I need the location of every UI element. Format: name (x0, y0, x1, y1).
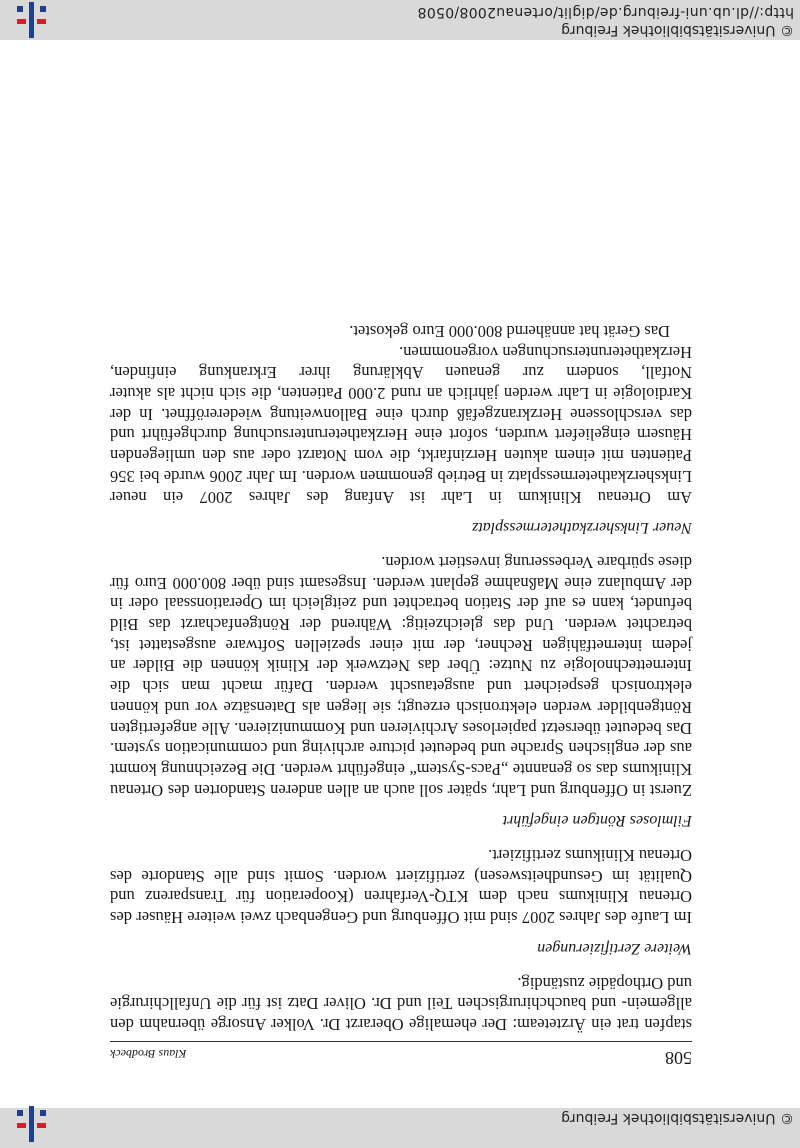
page-number: 508 (665, 1048, 692, 1068)
ub-freiburg-logo-icon (12, 2, 48, 38)
ub-freiburg-logo-icon (12, 1106, 48, 1142)
section-heading: Neuer Linksherzkathetermessplatz (472, 519, 692, 537)
running-head: Klaus Brodbeck (110, 1047, 187, 1061)
document-url[interactable]: http://dl.ub.uni-freiburg.de/diglit/ortenau2008/0508 (417, 4, 794, 20)
paragraph: Am Ortenau Klinikum in Lahr ist Anfang des Jahres 2007 ein neuer Linksherzkathetermessplatz in Betrieb genommen worden. Im Jahr 2006 wurde bei 356 Patienten mit einem akuten Herzinfarkt, die vom Notarzt oder aus den umliegenden Häusern eingeliefert wurden, sofort eine Herzkatheteruntersuchung durchgeführt und das verschlossene Herzkranzgefäß durch eine Ballonweitung wiedereröffnet. In der Kardiologie in Lahr werden jährlich an rund 2.000 Patienten, die sich nicht als akuter Notfall, sondern zur genauen Abklärung ihrer Erkrankung einfinden, Herzkatheteruntersuchungen vorgenommen. (110, 342, 692, 507)
section-heading: Filmloses Röntgen eingeführt (502, 812, 692, 830)
footer-bar (0, 0, 800, 40)
footer-copyright: © Universitätsbibliothek Freiburg (561, 22, 794, 38)
header-bar (0, 1108, 800, 1148)
header-rule (110, 1041, 692, 1042)
page-body (110, 320, 692, 1034)
paragraph: Zuerst in Offenburg und Lahr, später soll auch an allen anderen Standorten des Ortenau Klinikums das so genannte „Pacs-System“ eingeführt werden. Die Bezeichnung kommt aus der englischen Sprache und bedeutet picture archiving und communication system. Das bedeutet übersetzt papierloses Archivieren und Kommunizieren. Alle angefertigten Röntgenbilder werden elektronisch erzeugt; sie liegen als Datensätze vor und können elektronisch gespeichert und ausgetauscht werden. Dafür macht man sich die Internettechnologie zu Nutze: Über das Netzwerk der Klinik können die Bilder an jedem internetfähigen Rechner, der mit einer speziellen Software ausgestattet ist, betrachtet werden. Und das gleichzeitig: Während der Röntgenfacharzt das Bild befundet, kann es auf der Station betrachtet und zeitgleich im Operationssaal oder in der Ambulanz eine Maßnahme geplant werden. Insgesamt sind über 800.000 Euro für diese spürbare Verbesserung investiert worden. (110, 552, 692, 800)
paragraph: Das Gerät hat annähernd 800.000 Euro gekostet. (349, 321, 670, 341)
paragraph: Im Laufe des Jahres 2007 sind mit Offenburg und Gengenbach zwei weitere Häuser des Ortenau Klinikums nach dem KTQ-Verfahren (Kooperation für Transparenz und Qualität im Gesundheitswesen) zertifiziert worden. Somit sind alle Standorte des Ortenau Klinikums zertifiziert. (110, 846, 692, 928)
paragraph: stapfen trat ein Ärzteteam: Der ehemalige Oberarzt Dr. Volker Ansorge übernahm den allgemein- und bauchchirurgischen Teil und Dr. Oliver Datz ist für die Unfallchirurgie und Orthopädie zuständig. (110, 973, 692, 1034)
header-copyright: © Universitätsbibliothek Freiburg (561, 1110, 794, 1126)
section-heading: Weitere Zertifizierungen (537, 939, 692, 957)
